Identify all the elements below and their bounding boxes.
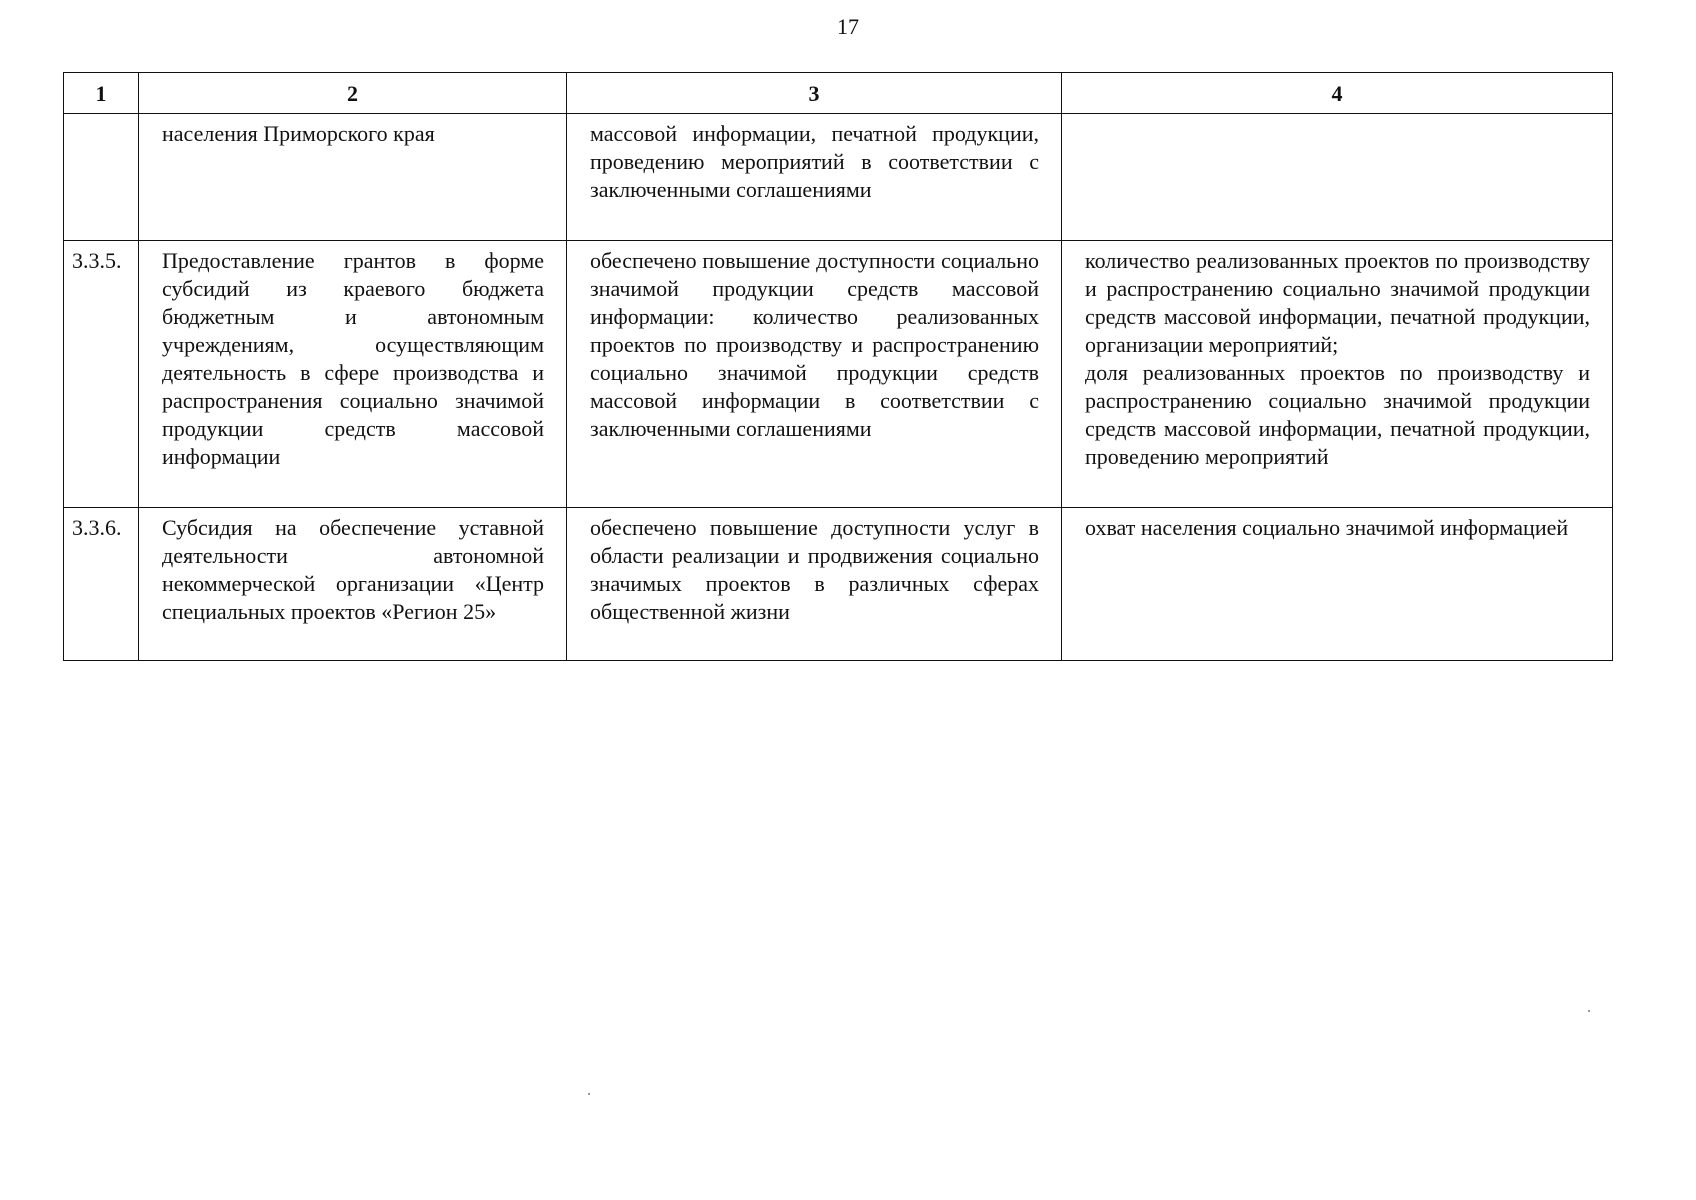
table-row-3-3-6 <box>64 508 1613 661</box>
page-number: 17 <box>837 14 859 39</box>
indicator-line-1: количество реализованных проектов по производству и распространению социально значимой продукции средств массовой информации, печатной продукции, организации мероприятий; <box>1085 248 1590 357</box>
indicator-cell: охват населения социально значимой информацией <box>1062 508 1613 661</box>
row-number-cell: 3.3.6. <box>64 508 139 661</box>
expected-result-cell: обеспечено повышение доступности социально значимой продукции средств массовой информации: количество реализованных проектов по производству и распространению социально значимой продукции средств массовой информации в соответствии с заключенными соглашениями <box>567 241 1062 508</box>
measures-table <box>63 72 1613 661</box>
column-header-2: 2 <box>139 73 567 114</box>
scan-speck <box>588 1093 590 1095</box>
column-header-4: 4 <box>1062 73 1613 114</box>
expected-result-cell: обеспечено повышение доступности услуг в области реализации и продвижения социально значимых проектов в различных сферах общественной жизни <box>567 508 1062 661</box>
indicator-cell <box>1062 241 1613 508</box>
measure-name-cell: населения Приморского края <box>139 114 567 241</box>
table-header-row <box>64 73 1613 114</box>
column-header-3: 3 <box>567 73 1062 114</box>
row-number-cell: 3.3.5. <box>64 241 139 508</box>
column-header-1: 1 <box>64 73 139 114</box>
scan-speck <box>1588 1010 1590 1012</box>
indicator-cell <box>1062 114 1613 241</box>
row-number-cell <box>64 114 139 241</box>
expected-result-cell: массовой информации, печатной продукции, проведению мероприятий в соответствии с заключенными соглашениями <box>567 114 1062 241</box>
table-row-3-3-5 <box>64 241 1613 508</box>
table-row-continuation <box>64 114 1613 241</box>
measure-name-cell: Предоставление грантов в форме субсидий из краевого бюджета бюджетным и автономным учреждениям, осуществляющим деятельность в сфере производства и распространения социально значимой продукции средств массовой информации <box>139 241 567 508</box>
measure-name-cell: Субсидия на обеспечение уставной деятельности автономной некоммерческой организации «Центр специальных проектов «Регион 25» <box>139 508 567 661</box>
indicator-line-2: доля реализованных проектов по производству и распространению социально значимой продукции средств массовой информации, печатной продукции, проведению мероприятий <box>1085 360 1590 469</box>
